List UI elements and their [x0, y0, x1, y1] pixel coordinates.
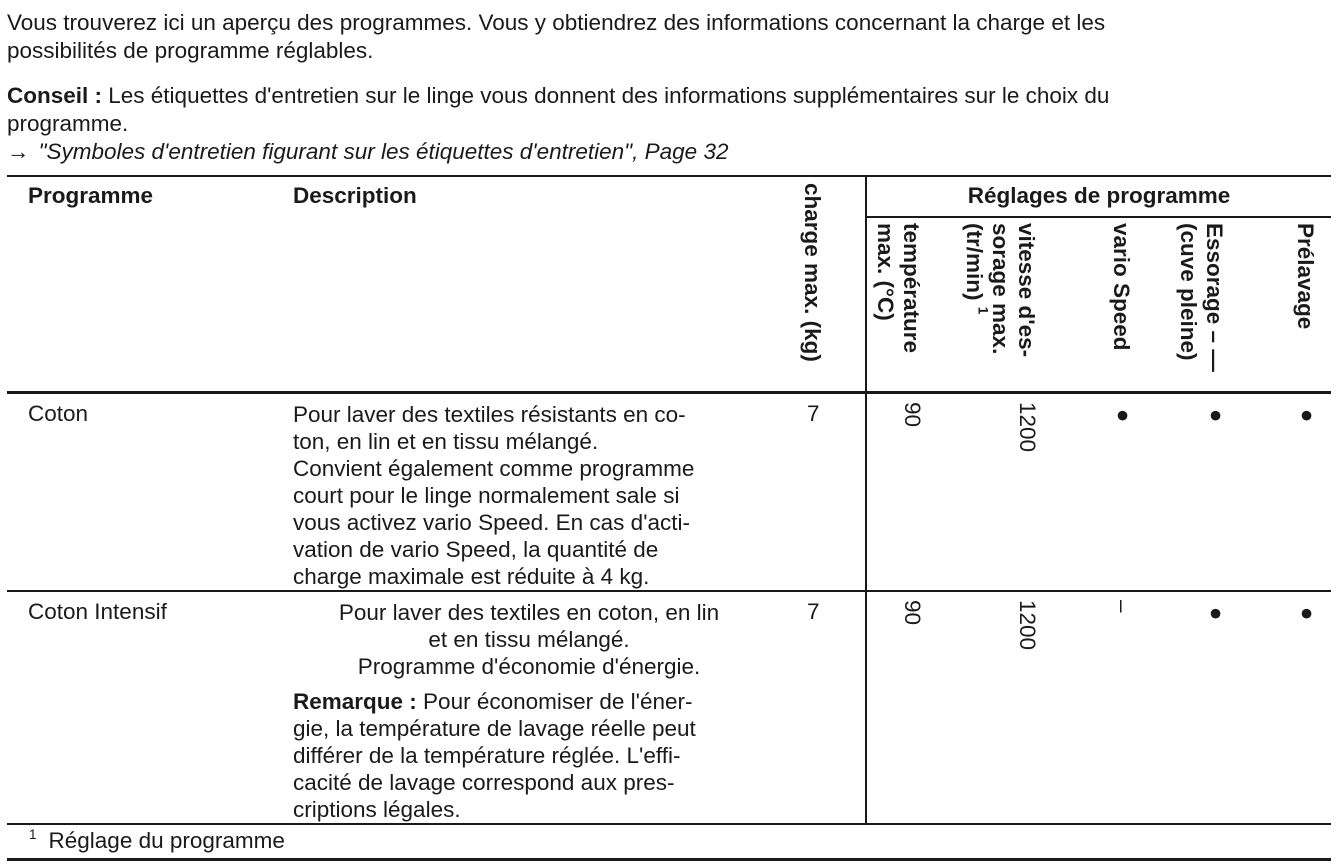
header-line: vario Speed [1109, 223, 1134, 351]
column-header-essorage [1147, 217, 1240, 392]
vitesse-value: 1200 [937, 591, 1052, 824]
tip-paragraph [7, 82, 1342, 166]
description-line [293, 688, 765, 715]
header-line: Essorage – — [1202, 223, 1227, 372]
program-description [286, 392, 771, 591]
footnote-text: Réglage du programme [48, 827, 285, 853]
remarque-text: Pour économiser de l'éner- [416, 688, 693, 714]
column-header-description: Description [293, 183, 417, 208]
tip-text: Les étiquettes d'entretien sur le linge vous donnent des informations supplémentaires sur le choix du [102, 83, 1110, 108]
essorage-dot: ● [1147, 392, 1240, 591]
description-line: Pour laver des textiles résistants en co- [293, 401, 686, 427]
cross-reference [7, 138, 1342, 166]
temperature-value: 90 [866, 392, 937, 591]
footnote-marker: 1 [29, 827, 37, 842]
prelavage-dot: ● [1240, 591, 1331, 824]
description-line: gie, la température de lavage réelle peut [293, 715, 696, 741]
description-line: charge maximale est réduite à 4 kg. [293, 563, 650, 589]
vario-speed-dash: – [1052, 591, 1147, 824]
tip-line [7, 82, 1342, 110]
header-line: (cuve pleine) [1176, 223, 1201, 361]
program-overview-table [7, 175, 1331, 861]
description-line: criptions légales. [293, 796, 461, 822]
vitesse-value: 1200 [937, 392, 1052, 591]
description-line: vation de vario Speed, la quantité de [293, 536, 659, 562]
description-line: cacité de lavage correspond aux pres- [293, 769, 675, 795]
reference-text: "Symboles d'entretien figurant sur les étiquettes d'entretien", Page 32 [38, 139, 729, 164]
header-line [961, 223, 991, 357]
description-line: vous activez vario Speed. En cas d'acti- [293, 509, 690, 535]
intro-block [0, 0, 1342, 166]
tip-line: programme. [7, 111, 129, 136]
charge-value: 7 [771, 591, 866, 824]
vario-speed-dot: ● [1052, 392, 1147, 591]
header-line: sorage max. [988, 223, 1013, 355]
intro-text-line: possibilités de programme réglables. [7, 38, 374, 63]
column-header-vario-speed [1052, 217, 1147, 392]
table-row-coton-intensif [7, 591, 1331, 824]
header-line: Prélavage [1293, 223, 1318, 330]
header-unit: (tr/min) [962, 223, 987, 301]
column-header-programme: Programme [28, 183, 154, 208]
footnote-marker: 1 [975, 306, 991, 315]
remarque-label: Remarque : [293, 688, 417, 714]
charge-value: 7 [771, 392, 866, 591]
header-line: température [899, 223, 924, 354]
group-header-reglages: Réglages de programme [866, 176, 1331, 217]
column-header-temperature [866, 217, 937, 392]
column-header-charge-max [771, 176, 866, 392]
charge-header-text: charge max. (kg) [800, 183, 825, 362]
arrow-right-icon: → [7, 139, 30, 164]
description-line: court pour le linge normalement sale si [293, 482, 680, 508]
remarque-paragraph [293, 688, 765, 823]
tip-label: Conseil : [7, 83, 103, 108]
temperature-value: 90 [866, 591, 937, 824]
essorage-dot: ● [1147, 591, 1240, 824]
table-row-coton [7, 392, 1331, 591]
description-line: Convient également comme programme [293, 455, 695, 481]
intro-text-line: Vous trouverez ici un aperçu des programmes. Vous y obtiendrez des informations concernant la charge et les [7, 10, 1106, 35]
description-line: et en tissu mélangé. [428, 626, 630, 652]
column-header-vitesse-essorage [937, 217, 1052, 392]
table-footnote-row [7, 824, 1331, 860]
program-name: Coton Intensif [7, 591, 286, 824]
footnote [7, 824, 1331, 860]
header-line: max. (°C) [873, 223, 898, 321]
column-header-prelavage [1240, 217, 1331, 392]
description-line: ton, en lin et en tissu mélangé. [293, 428, 599, 454]
program-name: Coton [7, 392, 286, 591]
program-description [286, 591, 771, 824]
description-line: Programme d'économie d'énergie. [357, 653, 701, 679]
description-line: Pour laver des textiles en coton, en lin [338, 599, 720, 625]
header-line: vitesse d'es- [1014, 223, 1039, 358]
prelavage-dot: ● [1240, 392, 1331, 591]
description-line: différer de la température réglée. L'effi- [293, 742, 681, 768]
